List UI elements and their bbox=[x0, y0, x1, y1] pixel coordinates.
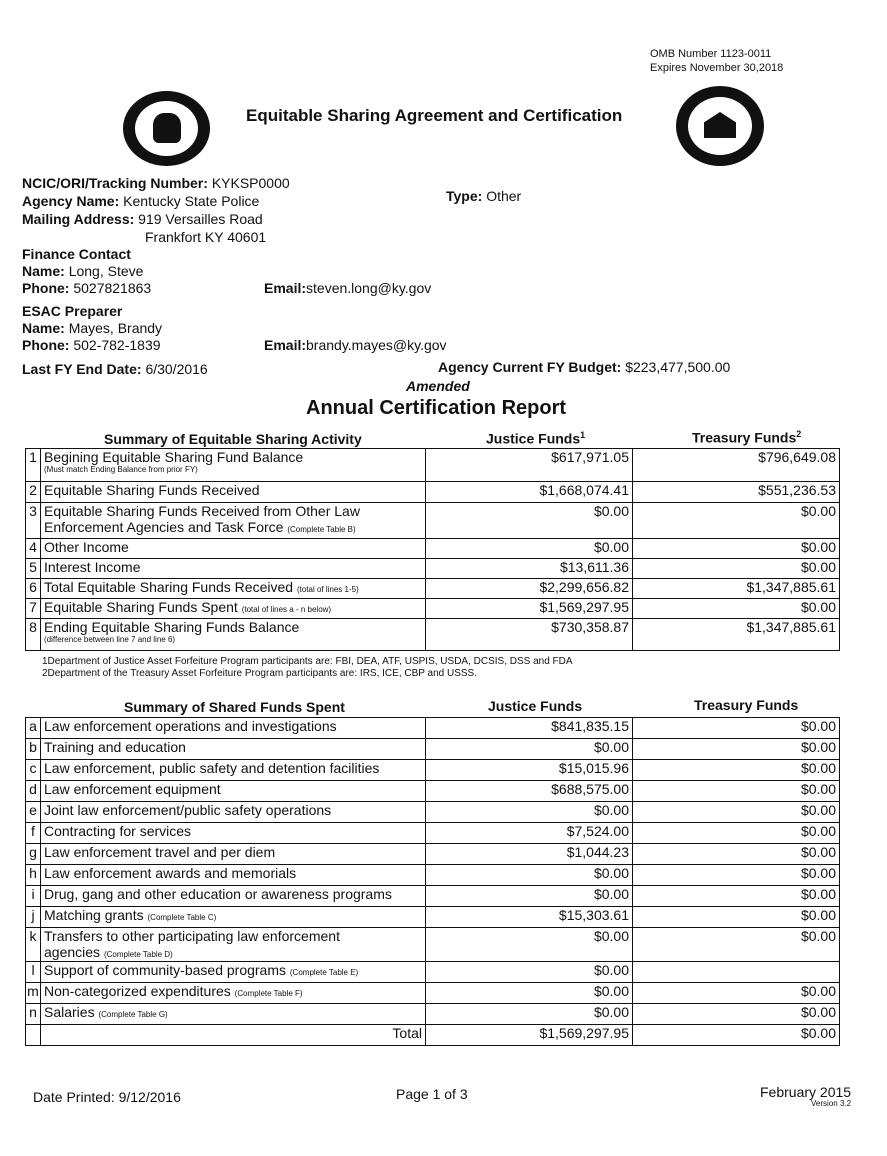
treasury-value: $0.00 bbox=[633, 886, 840, 907]
row-label: Law enforcement equipment bbox=[41, 781, 426, 802]
justice-value: $1,044.23 bbox=[426, 844, 633, 865]
row-number: 8 bbox=[26, 619, 41, 651]
justice-value: $0.00 bbox=[426, 739, 633, 760]
finance-phone-value: 5027821863 bbox=[73, 280, 152, 296]
treasury-value: $0.00 bbox=[633, 739, 840, 760]
treasury-value: $0.00 bbox=[633, 844, 840, 865]
table-row bbox=[26, 928, 840, 962]
row-label: Interest Income bbox=[41, 559, 426, 579]
preparer-name-label: Name: bbox=[22, 320, 65, 336]
row-number: 2 bbox=[26, 482, 41, 503]
spent-treasury-heading: Treasury Funds bbox=[694, 697, 799, 713]
finance-name-label: Name: bbox=[22, 263, 65, 279]
justice-value: $617,971.05 bbox=[426, 449, 633, 482]
finance-email-value: steven.long@ky.gov bbox=[306, 280, 432, 296]
finance-email-label: Email: bbox=[264, 280, 307, 296]
row-letter: g bbox=[26, 844, 41, 865]
justice-value: $15,015.96 bbox=[426, 760, 633, 781]
justice-value: $0.00 bbox=[426, 865, 633, 886]
row-label: Salaries (Complete Table G) bbox=[41, 1004, 426, 1025]
justice-value: $0.00 bbox=[426, 962, 633, 983]
row-letter: i bbox=[26, 886, 41, 907]
table-row bbox=[26, 559, 840, 579]
row-letter: f bbox=[26, 823, 41, 844]
row-number: 6 bbox=[26, 579, 41, 599]
total-treasury: $0.00 bbox=[633, 1025, 840, 1046]
omb-number: OMB Number 1123-0011 bbox=[650, 48, 772, 60]
treasury-value: $1,347,885.61 bbox=[633, 619, 840, 651]
treasury-value: $0.00 bbox=[633, 760, 840, 781]
row-label: Law enforcement, public safety and detention facilities bbox=[41, 760, 426, 781]
justice-value: $13,611.36 bbox=[426, 559, 633, 579]
row-label: Ending Equitable Sharing Funds Balance (difference between line 7 and line 6) bbox=[41, 619, 426, 651]
row-letter bbox=[26, 1025, 41, 1046]
table-row bbox=[26, 962, 840, 983]
row-label: Joint law enforcement/public safety operations bbox=[41, 802, 426, 823]
amended-label: Amended bbox=[406, 378, 470, 394]
total-justice: $1,569,297.95 bbox=[426, 1025, 633, 1046]
row-label: Transfers to other participating law enforcement agencies (Complete Table D) bbox=[41, 928, 426, 962]
agency-type bbox=[446, 188, 521, 204]
table-row bbox=[26, 539, 840, 559]
summary-table bbox=[25, 448, 840, 651]
footnote-1: 1Department of Justice Asset Forfeiture Program participants are: FBI, DEA, ATF, USPIS, USDA, DCSIS, DSS and FDA bbox=[42, 656, 573, 667]
row-label: Law enforcement travel and per diem bbox=[41, 844, 426, 865]
esac-preparer bbox=[22, 303, 162, 354]
row-letter: k bbox=[26, 928, 41, 962]
spent-table bbox=[25, 717, 840, 1046]
agency-info bbox=[22, 174, 290, 246]
table-row bbox=[26, 865, 840, 886]
table-row bbox=[26, 619, 840, 651]
preparer-phone-value: 502-782-1839 bbox=[73, 337, 161, 353]
justice-value: $1,569,297.95 bbox=[426, 599, 633, 619]
treasury-value: $0.00 bbox=[633, 781, 840, 802]
current-fy-budget bbox=[438, 359, 730, 375]
fy-end-value: 6/30/2016 bbox=[145, 361, 208, 377]
row-label: Drug, gang and other education or awareness programs bbox=[41, 886, 426, 907]
row-label: Equitable Sharing Funds Received bbox=[41, 482, 426, 503]
justice-value: $0.00 bbox=[426, 1004, 633, 1025]
report-title: Annual Certification Report bbox=[306, 397, 567, 419]
budget-label: Agency Current FY Budget: bbox=[438, 359, 622, 375]
justice-value: $2,299,656.82 bbox=[426, 579, 633, 599]
table-row bbox=[26, 781, 840, 802]
row-number: 5 bbox=[26, 559, 41, 579]
row-label: Equitable Sharing Funds Received from Other Law Enforcement Agencies and Task Force (Complete Table B) bbox=[41, 503, 426, 539]
table-row bbox=[26, 886, 840, 907]
summary-justice-heading: Justice Funds$^1$ bbox=[486, 430, 586, 447]
summary-treasury-heading: Treasury Funds$^2$ bbox=[692, 429, 802, 446]
treasury-value: $0.00 bbox=[633, 823, 840, 844]
justice-value: $688,575.00 bbox=[426, 781, 633, 802]
treasury-value: $0.00 bbox=[633, 559, 840, 579]
table-row bbox=[26, 739, 840, 760]
treasury-value: $0.00 bbox=[633, 928, 840, 962]
ncic-value: KYKSP0000 bbox=[211, 175, 290, 191]
justice-value: $0.00 bbox=[426, 539, 633, 559]
row-label: Equitable Sharing Funds Spent (total of lines a - n below) bbox=[41, 599, 426, 619]
justice-value: $0.00 bbox=[426, 983, 633, 1004]
justice-value: $0.00 bbox=[426, 802, 633, 823]
preparer-email bbox=[264, 337, 447, 353]
finance-name-value: Long, Steve bbox=[68, 263, 144, 279]
table-row bbox=[26, 599, 840, 619]
treasury-value: $0.00 bbox=[633, 539, 840, 559]
table-row bbox=[26, 503, 840, 539]
agency-name-label: Agency Name: bbox=[22, 193, 120, 209]
row-letter: a bbox=[26, 718, 41, 739]
justice-value: $7,524.00 bbox=[426, 823, 633, 844]
doj-seal-logo bbox=[123, 91, 210, 166]
table-row bbox=[26, 823, 840, 844]
page-number: Page 1 of 3 bbox=[396, 1086, 468, 1102]
row-label: Other Income bbox=[41, 539, 426, 559]
mailing-address-label: Mailing Address: bbox=[22, 211, 135, 227]
row-letter: h bbox=[26, 865, 41, 886]
preparer-name-value: Mayes, Brandy bbox=[68, 320, 163, 336]
version: Version 3.2 bbox=[811, 1099, 852, 1108]
row-letter: l bbox=[26, 962, 41, 983]
mailing-address-line2: Frankfort KY 40601 bbox=[145, 229, 267, 245]
row-number: 3 bbox=[26, 503, 41, 539]
preparer-phone-label: Phone: bbox=[22, 337, 70, 353]
justice-value: $15,303.61 bbox=[426, 907, 633, 928]
omb-block bbox=[650, 47, 783, 75]
treasury-seal-logo bbox=[676, 86, 764, 166]
row-label: Law enforcement awards and memorials bbox=[41, 865, 426, 886]
justice-value: $0.00 bbox=[426, 503, 633, 539]
treasury-value: $0.00 bbox=[633, 1004, 840, 1025]
spent-heading: Summary of Shared Funds Spent bbox=[124, 699, 345, 715]
row-letter: n bbox=[26, 1004, 41, 1025]
row-number: 1 bbox=[26, 449, 41, 482]
table-row bbox=[26, 844, 840, 865]
justice-value: $841,835.15 bbox=[426, 718, 633, 739]
row-label: Contracting for services bbox=[41, 823, 426, 844]
omb-expires: Expires November 30,2018 bbox=[650, 62, 784, 74]
treasury-value bbox=[633, 962, 840, 983]
table-row bbox=[26, 579, 840, 599]
row-letter: m bbox=[26, 983, 41, 1004]
finance-phone-label: Phone: bbox=[22, 280, 70, 296]
finance-contact-heading: Finance Contact bbox=[22, 246, 131, 262]
row-label: Matching grants (Complete Table C) bbox=[41, 907, 426, 928]
table-row bbox=[26, 983, 840, 1004]
treasury-value: $0.00 bbox=[633, 503, 840, 539]
table-row bbox=[26, 907, 840, 928]
treasury-value: $551,236.53 bbox=[633, 482, 840, 503]
type-label: Type: bbox=[446, 188, 483, 204]
row-letter: b bbox=[26, 739, 41, 760]
row-label: Non-categorized expenditures (Complete Table F) bbox=[41, 983, 426, 1004]
ncic-label: NCIC/ORI/Tracking Number: bbox=[22, 175, 208, 191]
edition-date: February 2015 bbox=[760, 1084, 852, 1100]
date-printed: Date Printed: 9/12/2016 bbox=[33, 1089, 181, 1105]
row-label: Begining Equitable Sharing Fund Balance (Must match Ending Balance from prior FY) bbox=[41, 449, 426, 482]
last-fy-end bbox=[22, 361, 208, 377]
table-row bbox=[26, 718, 840, 739]
row-label: Support of community-based programs (Complete Table E) bbox=[41, 962, 426, 983]
footnote-2: 2Department of the Treasury Asset Forfeiture Program participants are: IRS, ICE, CBP and USSS. bbox=[42, 668, 478, 679]
treasury-value: $0.00 bbox=[633, 907, 840, 928]
treasury-value: $0.00 bbox=[633, 983, 840, 1004]
treasury-value: $0.00 bbox=[633, 802, 840, 823]
row-label: Training and education bbox=[41, 739, 426, 760]
row-letter: e bbox=[26, 802, 41, 823]
preparer-heading: ESAC Preparer bbox=[22, 303, 123, 319]
preparer-email-value: brandy.mayes@ky.gov bbox=[306, 337, 447, 353]
row-number: 7 bbox=[26, 599, 41, 619]
spent-justice-heading: Justice Funds bbox=[488, 698, 583, 714]
justice-value: $0.00 bbox=[426, 886, 633, 907]
justice-value: $0.00 bbox=[426, 928, 633, 962]
fy-end-label: Last FY End Date: bbox=[22, 361, 142, 377]
summary-heading: Summary of Equitable Sharing Activity bbox=[104, 431, 362, 447]
preparer-email-label: Email: bbox=[264, 337, 307, 353]
table-row bbox=[26, 482, 840, 503]
table-row bbox=[26, 449, 840, 482]
row-label: Total Equitable Sharing Funds Received (total of lines 1-5) bbox=[41, 579, 426, 599]
table-row bbox=[26, 802, 840, 823]
agency-name-value: Kentucky State Police bbox=[123, 193, 260, 209]
row-letter: j bbox=[26, 907, 41, 928]
treasury-value: $0.00 bbox=[633, 865, 840, 886]
row-number: 4 bbox=[26, 539, 41, 559]
form-edition bbox=[760, 1085, 851, 1109]
table-row bbox=[26, 1004, 840, 1025]
justice-value: $730,358.87 bbox=[426, 619, 633, 651]
treasury-value: $1,347,885.61 bbox=[633, 579, 840, 599]
row-letter: c bbox=[26, 760, 41, 781]
finance-contact bbox=[22, 246, 151, 297]
table-row bbox=[26, 760, 840, 781]
treasury-value: $0.00 bbox=[633, 599, 840, 619]
row-label: Law enforcement operations and investigations bbox=[41, 718, 426, 739]
row-letter: d bbox=[26, 781, 41, 802]
mailing-address-line1: 919 Versailles Road bbox=[138, 211, 263, 227]
treasury-value: $796,649.08 bbox=[633, 449, 840, 482]
treasury-value: $0.00 bbox=[633, 718, 840, 739]
document-title: Equitable Sharing Agreement and Certification bbox=[246, 106, 623, 125]
budget-value: $223,477,500.00 bbox=[625, 359, 731, 375]
total-label: Total bbox=[41, 1025, 426, 1046]
justice-value: $1,668,074.41 bbox=[426, 482, 633, 503]
finance-email bbox=[264, 280, 431, 296]
type-value: Other bbox=[486, 188, 522, 204]
total-row bbox=[26, 1025, 840, 1046]
footnotes bbox=[42, 656, 573, 680]
